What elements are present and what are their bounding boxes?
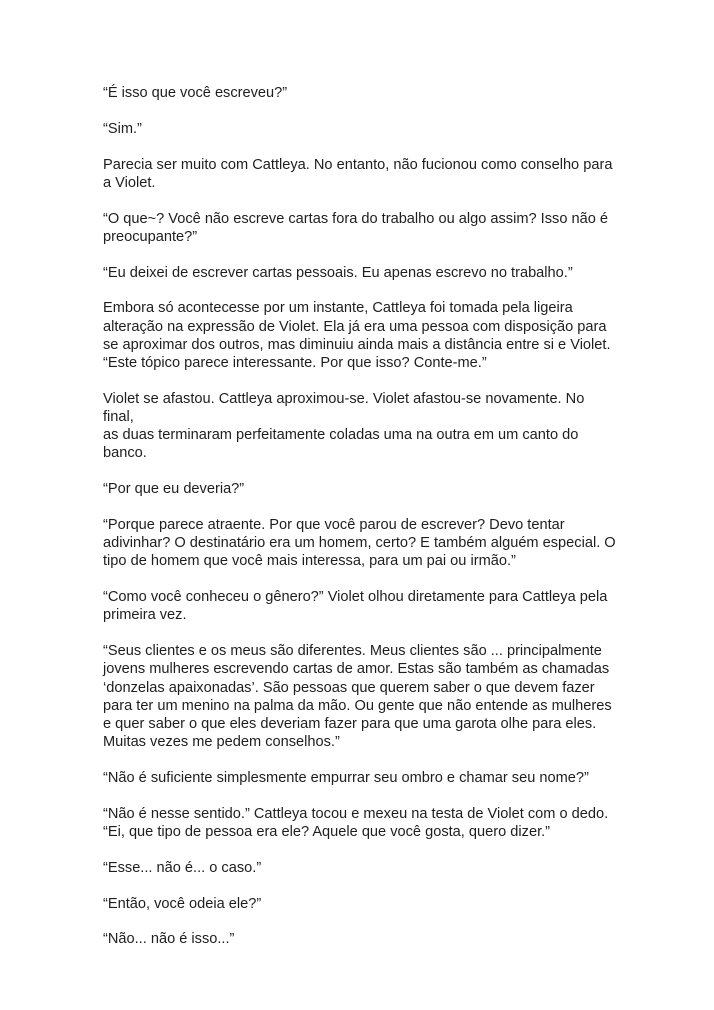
paragraph: Embora só acontecesse por um instante, Cattleya foi tomada pela ligeira alteração na expressão de Violet. Ela já era uma pessoa com disposição para se aproximar dos outros, mas diminuiu ainda mais a distância entre si e Violet. “Este tópico parece interessante. Por que isso? Conte-me.” (103, 300, 611, 371)
paragraph: “Porque parece atraente. Por que você parou de escrever? Devo tentar adivinhar? O destinatário era um homem, certo? E também alguém especial. O tipo de homem que você mais interessa, para um pai ou irmão.” (103, 517, 616, 570)
paragraph: “Por que eu deveria?” (103, 481, 245, 498)
paragraph: “O que~? Você não escreve cartas fora do trabalho ou algo assim? Isso não é preocupante?” (103, 210, 609, 245)
document-body (103, 84, 618, 966)
paragraph: “Não... não é isso...” (103, 931, 235, 948)
paragraph: “Seus clientes e os meus são diferentes. Meus clientes são ... principalmente jovens mulheres escrevendo cartas de amor. Estas são também as chamadas ‘donzelas apaixonadas’. São pessoas que querem saber o que devem fazer para ter um menino na palma da mão. Ou gente que não entende as mulheres e quer saber o que eles deveriam fazer para que uma garota olhe para eles. Muitas vezes me pedem conselhos.” (103, 643, 612, 751)
paragraph: “Não é suficiente simplesmente empurrar seu ombro e chamar seu nome?” (103, 770, 589, 787)
paragraph: “Esse... não é... o caso.” (103, 859, 262, 876)
paragraph: “Não é nesse sentido.” Cattleya tocou e mexeu na testa de Violet com o dedo. “Ei, que tipo de pessoa era ele? Aquele que você gosta, quero dizer.” (103, 805, 609, 841)
paragraph: Parecia ser muito com Cattleya. No entanto, não fucionou como conselho para a Violet. (103, 156, 613, 191)
paragraph: Violet se afastou. Cattleya aproximou-se. Violet afastou-se novamente. No final, as duas terminaram perfeitamente coladas uma na outra em um canto do banco. (103, 390, 585, 462)
paragraph: “Então, você odeia ele?” (103, 895, 262, 912)
paragraph: “Como você conheceu o gênero?” Violet olhou diretamente para Cattleya pela primeira vez. (103, 589, 608, 624)
paragraph: “Sim.” (103, 120, 142, 137)
paragraph: “Eu deixei de escrever cartas pessoais. Eu apenas escrevo no trabalho.” (103, 264, 573, 281)
paragraph: “É isso que você escreveu?” (103, 85, 288, 101)
